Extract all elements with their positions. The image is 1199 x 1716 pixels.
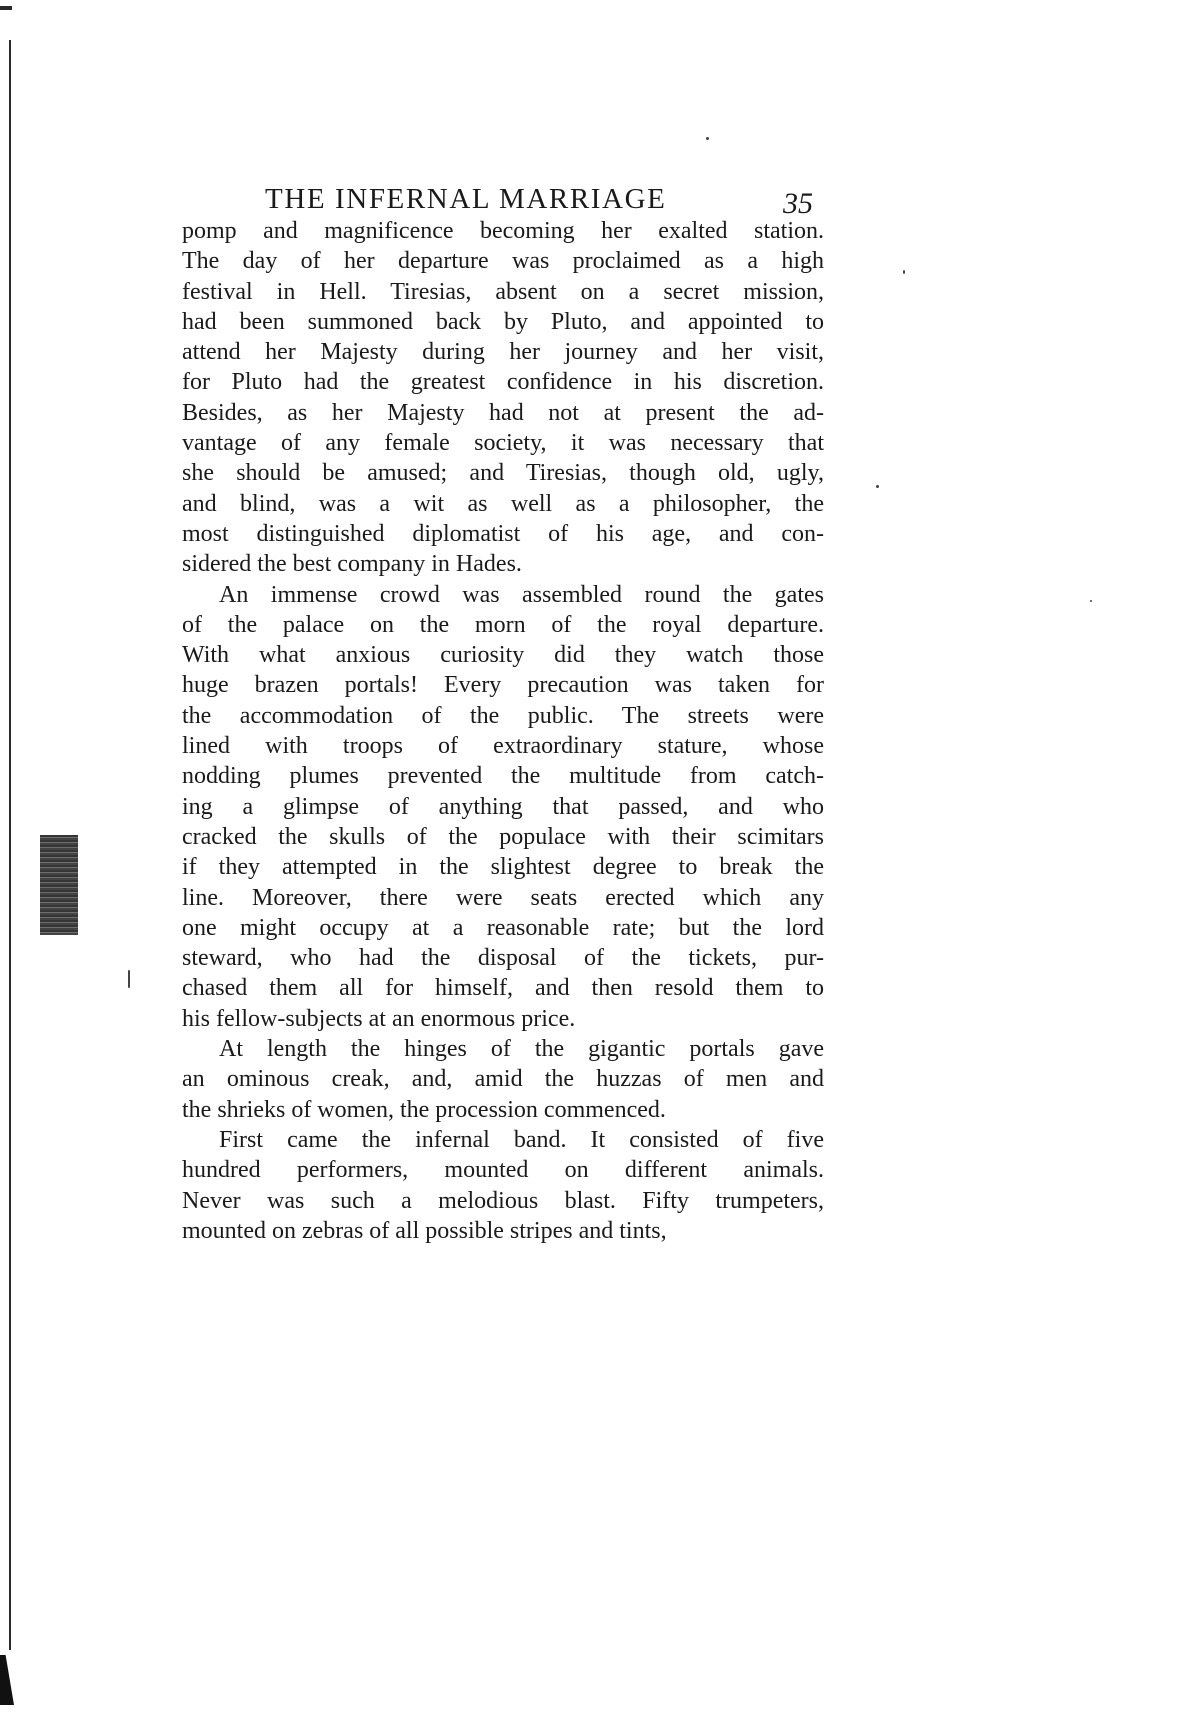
- text-line: had been summoned back by Pluto, and appointed to: [182, 308, 824, 335]
- text-line: hundred performers, mounted on different animals.: [182, 1157, 824, 1184]
- text-line: An immense crowd was assembled round the gates: [219, 581, 824, 608]
- text-line: With what anxious curiosity did they watch those: [182, 642, 824, 669]
- paragraph: [182, 1125, 824, 1246]
- text-line: his fellow-subjects at an enormous price.: [182, 1005, 576, 1032]
- paragraph: [182, 580, 824, 1034]
- paragraph: [182, 216, 824, 580]
- text-line: one might occupy at a reasonable rate; but the lord: [182, 914, 824, 941]
- page-number: 35: [783, 187, 813, 220]
- text-line: for Pluto had the greatest confidence in his discretion.: [182, 369, 824, 396]
- text-line: if they attempted in the slightest degree to break the: [182, 854, 824, 881]
- text-line: pomp and magnificence becoming her exalted station.: [182, 218, 824, 244]
- text-line: sidered the best company in Hades.: [182, 551, 522, 578]
- text-line: Never was such a melodious blast. Fifty trumpeters,: [182, 1187, 824, 1214]
- scan-edge-mark: [0, 6, 12, 10]
- text-line: line. Moreover, there were seats erected which any: [182, 884, 824, 911]
- text-line: nodding plumes prevented the multitude from catch-: [182, 763, 824, 790]
- text-line: vantage of any female society, it was necessary that: [182, 430, 824, 457]
- scan-corner-shadow: [0, 1655, 14, 1705]
- text-line: steward, who had the disposal of the tickets, pur-: [182, 945, 824, 972]
- body-text: [182, 216, 824, 1246]
- text-line: attend her Majesty during her journey and her visit,: [182, 339, 824, 366]
- text-line: At length the hinges of the gigantic portals gave: [219, 1036, 824, 1063]
- text-line: the accommodation of the public. The streets were: [182, 702, 824, 729]
- running-title: THE INFERNAL MARRIAGE: [265, 183, 667, 215]
- text-line: and blind, was a wit as well as a philosopher, the: [182, 490, 824, 517]
- text-line: festival in Hell. Tiresias, absent on a secret mission,: [182, 278, 824, 305]
- text-line: ing a glimpse of anything that passed, and who: [182, 793, 824, 820]
- text-line: huge brazen portals! Every precaution was taken for: [182, 672, 824, 699]
- text-line: Besides, as her Majesty had not at present the ad-: [182, 399, 824, 426]
- paper-speck: [128, 970, 130, 988]
- paper-speck: [1090, 600, 1092, 602]
- text-line: cracked the skulls of the populace with their scimitars: [182, 823, 824, 850]
- paragraph: [182, 1034, 824, 1125]
- text-line: mounted on zebras of all possible stripes and tints,: [182, 1217, 667, 1244]
- text-line: lined with troops of extraordinary stature, whose: [182, 733, 824, 760]
- text-line: of the palace on the morn of the royal departure.: [182, 611, 824, 638]
- text-line: The day of her departure was proclaimed as a high: [182, 248, 824, 275]
- margin-ink-blot: [40, 835, 78, 935]
- text-line: an ominous creak, and, amid the huzzas of men and: [182, 1066, 824, 1093]
- text-line: First came the infernal band. It consisted of five: [219, 1126, 824, 1153]
- scan-edge-line: [9, 40, 11, 1650]
- paper-speck: [706, 137, 709, 140]
- paper-speck: [876, 485, 879, 488]
- text-line: most distinguished diplomatist of his age, and con-: [182, 520, 824, 547]
- text-line: the shrieks of women, the procession commenced.: [182, 1096, 666, 1123]
- text-line: she should be amused; and Tiresias, though old, ugly,: [182, 460, 824, 487]
- text-line: chased them all for himself, and then resold them to: [182, 975, 824, 1002]
- paper-speck: [903, 270, 905, 274]
